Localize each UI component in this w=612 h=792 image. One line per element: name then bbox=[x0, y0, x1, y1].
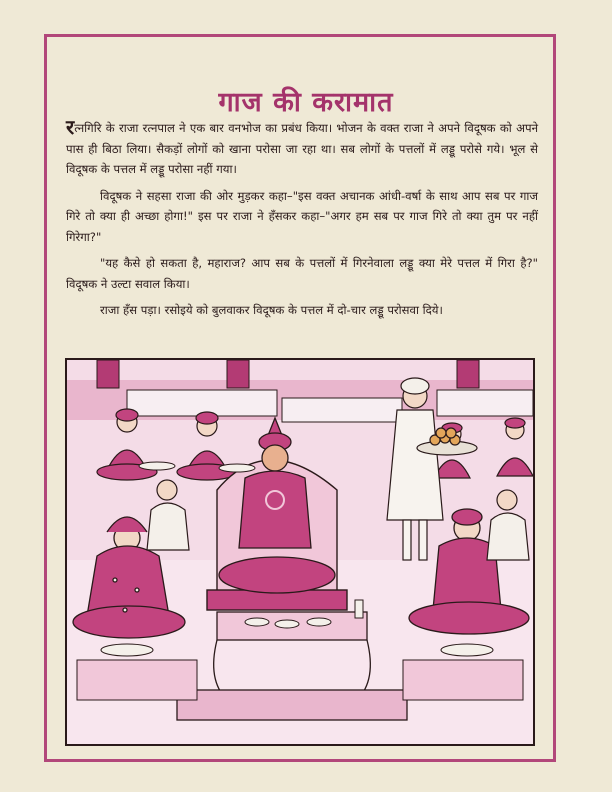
mat-right bbox=[403, 660, 523, 700]
paragraph-2: विदूषक ने सहसा राजा की ओर मुड़कर कहा–"इस वक्त अचानक आंधी-वर्षा के साथ आप सब पर गाज गिरे तो क्या ही अच्छा होगा!" इस पर राजा ने हँसकर कहा–"अगर हम सब पर गाज गिरे तो क्या तुम पर नहीं गिरेगा?" bbox=[66, 188, 538, 244]
platform-center bbox=[282, 398, 402, 422]
feast-scene bbox=[67, 360, 533, 744]
pillar-left bbox=[97, 360, 119, 388]
mat-left bbox=[77, 660, 197, 700]
platform-right bbox=[437, 390, 533, 416]
feast-illustration bbox=[65, 358, 535, 746]
paragraph-1-text: त्नगिरि के राजा रत्नपाल ने एक बार वनभोज का प्रबंध किया। भोजन के वक्त राजा ने अपने विदूषक को अपने पास ही बिठा लिया। सैकड़ों लोगों को खाना परोसा जा रहा था। सब लोगों के पत्तलों में लड्डू परोसे गये। भूल से विदूषक के पत्तल में लड्डू परोसा नहीं गया। bbox=[66, 121, 539, 176]
story-text bbox=[66, 115, 539, 327]
drop-cap: र bbox=[66, 115, 75, 139]
pillar-right bbox=[457, 360, 479, 388]
paragraph-1 bbox=[66, 115, 539, 180]
pillar-center bbox=[227, 360, 249, 388]
paragraph-4: राजा हँस पड़ा। रसोइये को बुलवाकर विदूषक के पत्तल में दो-चार लड्डू परोसवा दिये। bbox=[100, 303, 443, 317]
paragraph-3: "यह कैसे हो सकता है, महाराज? आप सब के पत्तलों में गिरनेवाला लड्डू क्या मेरे पत्तल में गिरा है?" विदूषक ने उल्टा सवाल किया। bbox=[66, 256, 538, 291]
story-title: गाज की करामात bbox=[218, 87, 394, 119]
